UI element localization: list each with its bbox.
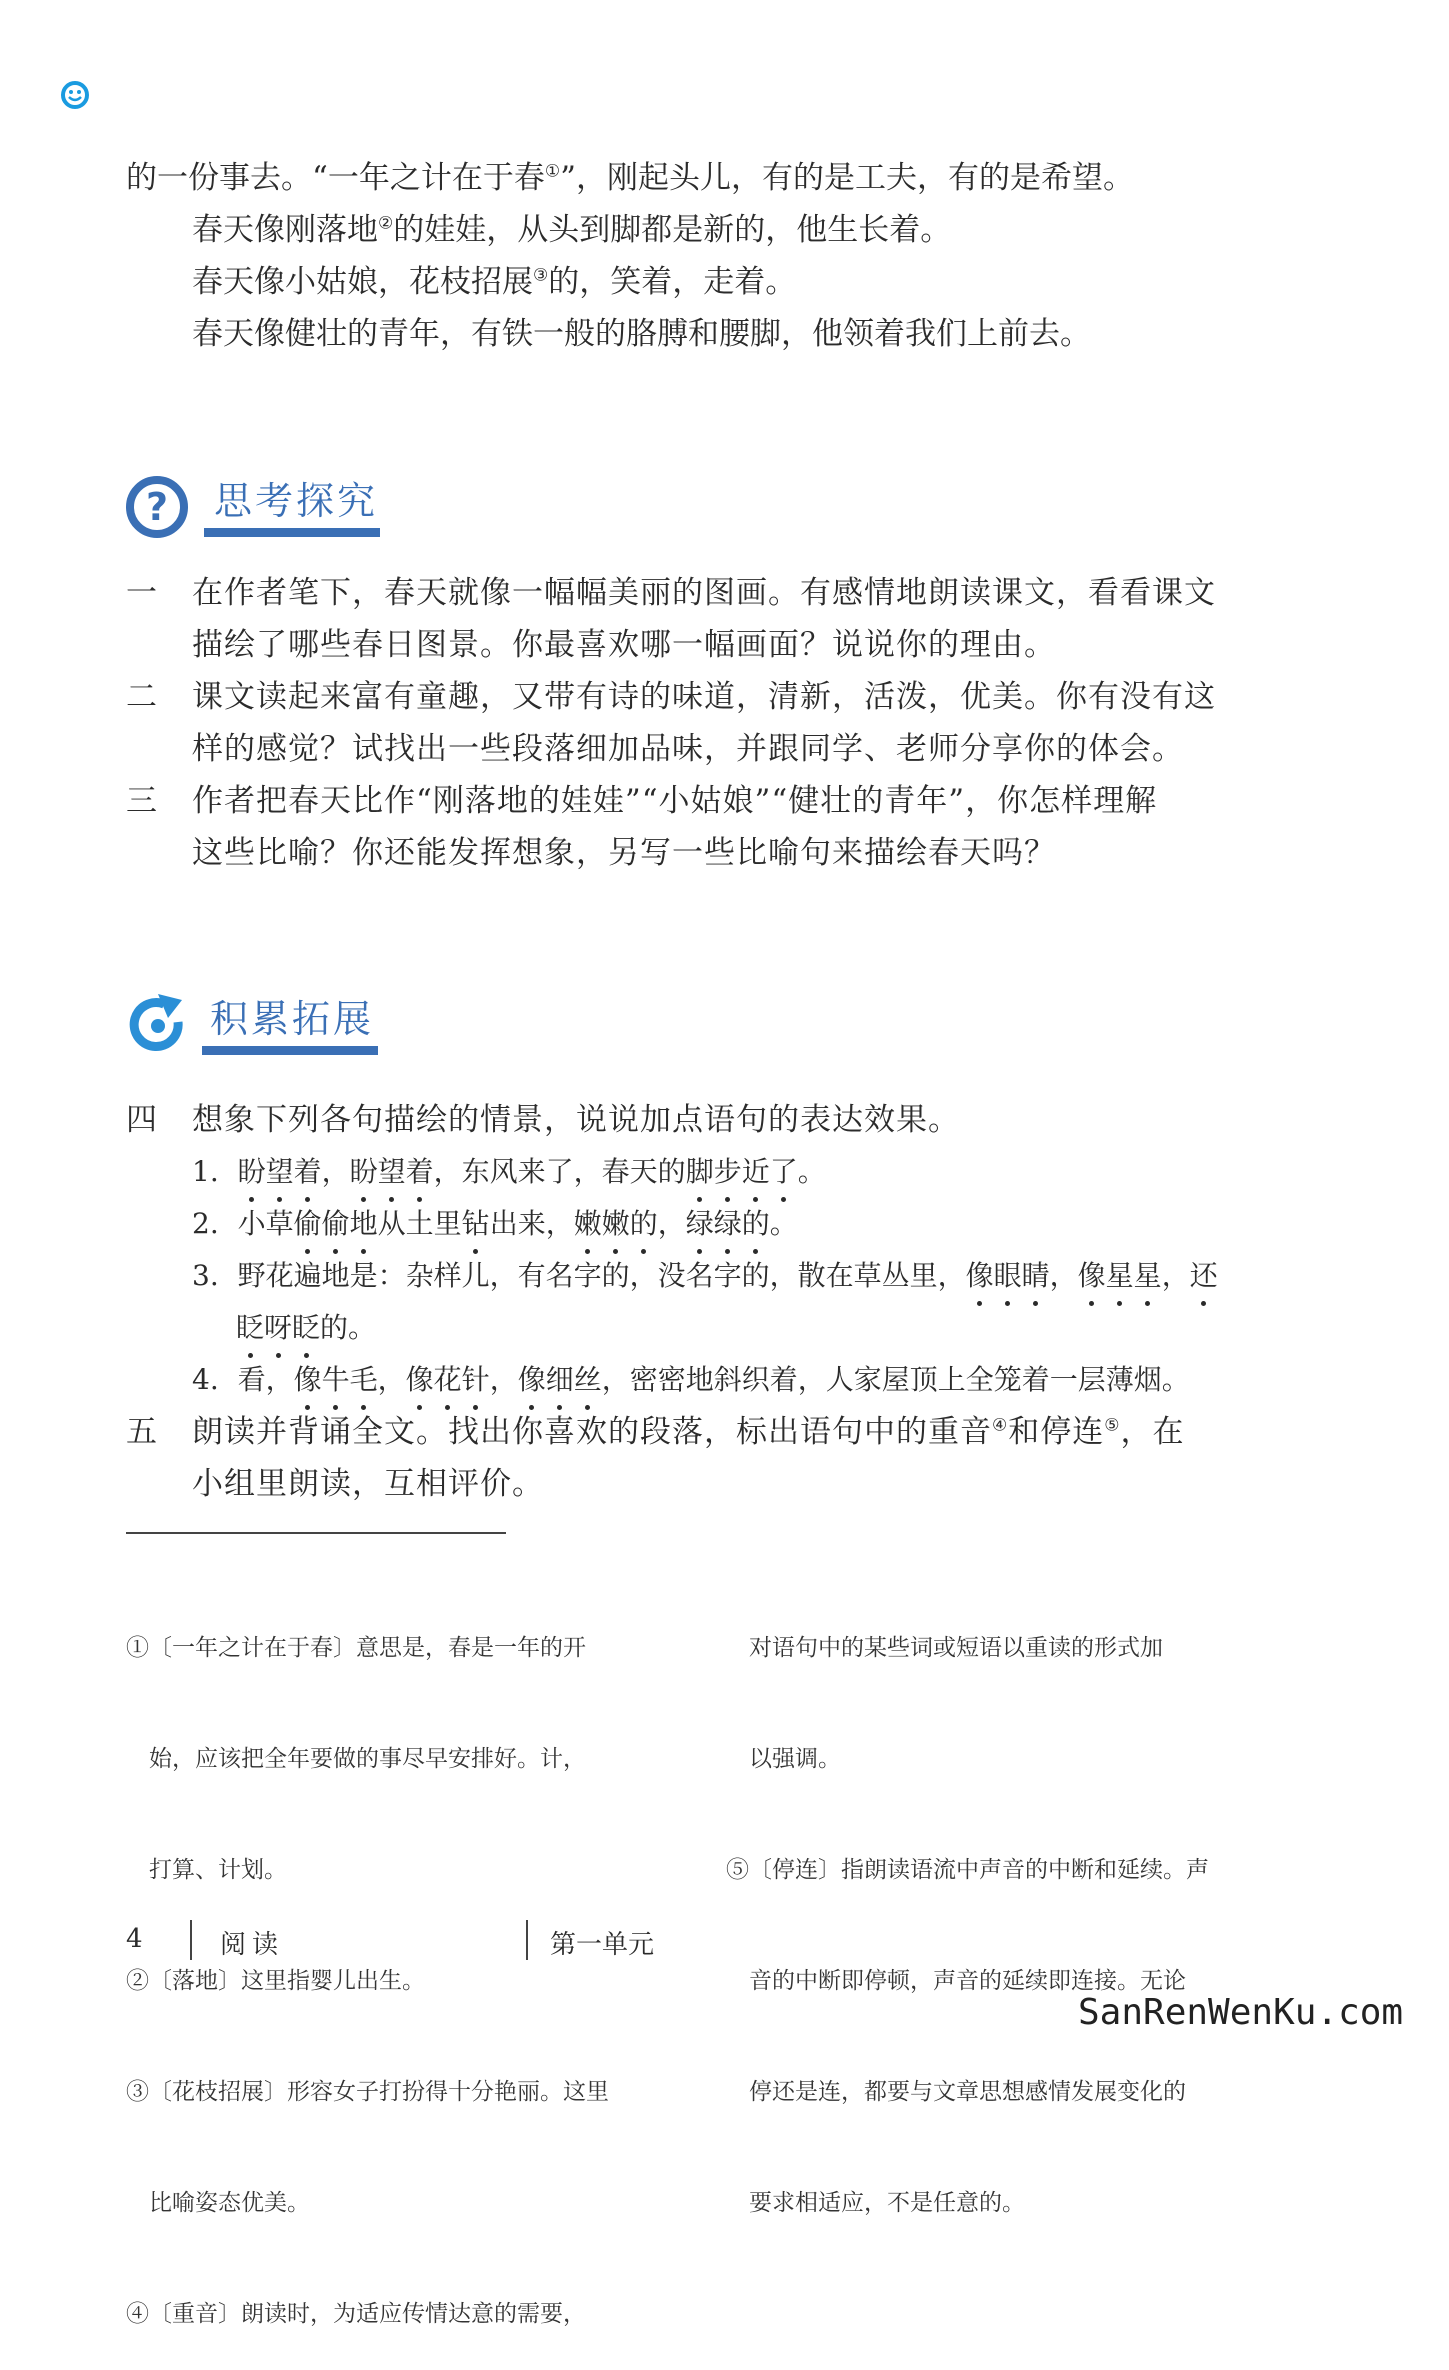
question-number: 二 [126,679,157,715]
emphasis-dot [977,1301,982,1306]
svg-text:?: ? [145,485,169,529]
question-item-3 [126,775,1276,879]
emphasized-phrase: 绿绿的 [686,1198,770,1250]
example-3: 3. 野花遍地是：杂样儿，有名字的，没名字的，散在草丛里，像眼睛 ，像星星 ，还 [192,1250,1218,1302]
emphasis-dot [1005,1301,1010,1306]
footnote-line: ①〔一年之计在于春〕意思是，春是一年的开 [126,1635,586,1661]
emphasis-dot [1117,1301,1122,1306]
footnote-line: ⑤〔停连〕指朗读语流中声音的中断和延续。声 [726,1857,1209,1883]
footnote-line: ④〔重音〕朗读时，为适应传情达意的需要， [126,2301,586,2327]
emphasized-phrase: 像星星 [1078,1250,1162,1302]
page-number: 4 [126,1924,143,1954]
question-text: 作者把春天比作“刚落地的娃娃”“小姑娘”“健壮的青年”，你怎样理解 [192,783,1158,819]
smiley-icon [60,80,90,110]
emphasized-phrase: 还 [1190,1250,1218,1302]
question-text: 这些比喻？你还能发挥想象，另写一些比喻句来描绘春天吗？ [192,835,1056,871]
question-list [126,567,1276,879]
footnote-line: 打算、计划。 [126,1857,287,1883]
example-1: 1. 盼望着 ，盼望着 ，东风来了，春天的脚步近了 。 [192,1146,826,1198]
emphasis-dot [1033,1301,1038,1306]
question-icon [124,474,190,540]
footnote-line: 始，应该把全年要做的事尽早安排好。计， [126,1746,586,1772]
passage-line-4: 春天像健壮的青年，有铁一般的胳膊和腰脚，他领着我们上前去。 [192,316,1091,352]
footnote-line: ②〔落地〕这里指婴儿出生。 [126,1968,425,1994]
section-title-underline [204,528,380,537]
emphasized-phrase: 偷偷地 [294,1198,378,1250]
passage-line-1: 的一份事去。“一年之计在于春①”，刚起头儿，有的是工夫，有的是希望。 [126,160,1134,196]
question-item-1 [126,567,1276,671]
question-text: 描绘了哪些春日图景。你最喜欢哪一幅画面？说说你的理由。 [192,627,1056,663]
watermark: SanRenWenKu.com [1078,1992,1404,2033]
section-title-underline [202,1046,378,1055]
question-5-text: 朗读并背诵全文。找出你喜欢的段落，标出语句中的重音④和停连⑤，在 [192,1414,1185,1450]
section-title-explore: 思考探究 [214,479,379,523]
emphasized-phrase: 嫩嫩的 [574,1198,658,1250]
emphasized-phrase: 眨呀眨 [236,1302,320,1354]
footer-unit: 第一单元 [550,1930,655,1960]
emphasized-phrase: 钻 [462,1198,490,1250]
footnote-line: ③〔花枝招展〕形容女子打扮得十分艳丽。这里 [126,2079,609,2105]
footnote-divider [126,1532,506,1534]
footer-section: 阅读 [220,1930,285,1960]
question-text: 在作者笔下，春天就像一幅幅美丽的图画。有感情地朗读课文，看看课文 [192,575,1216,611]
emphasized-phrase: 像细丝 [518,1354,602,1406]
emphasized-phrase: 像花针 [406,1354,490,1406]
refresh-arrow-icon [124,992,192,1060]
question-number: 四 [126,1102,157,1138]
emphasis-dot [1089,1301,1094,1306]
example-2: 2. 小草偷偷地 从土里钻 出来，嫩嫩的 ，绿绿的 。 [192,1198,798,1250]
footnote-line: 比喻姿态优美。 [126,2190,310,2216]
question-text: 课文读起来富有童趣，又带有诗的味道，清新，活泼，优美。你有没有这 [192,679,1216,715]
question-text: 样的感觉？试找出一些段落细加品味，并跟同学、老师分享你的体会。 [192,731,1184,767]
footnotes-right [726,1556,1209,2259]
passage-line-2: 春天像刚落地②的娃娃，从头到脚都是新的，他生长着。 [192,212,952,248]
emphasized-phrase: 像眼睛 [966,1250,1050,1302]
question-number: 五 [126,1414,157,1450]
section-title-accumulate: 积累拓展 [210,997,375,1041]
passage-line-3: 春天像小姑娘，花枝招展③的，笑着，走着。 [192,264,797,300]
question-number: 三 [126,783,157,819]
question-5-text-continued: 小组里朗读，互相评价。 [192,1466,544,1502]
footer-separator [190,1920,192,1960]
question-number: 一 [126,575,157,611]
footnote-line: 以强调。 [726,1746,841,1772]
emphasis-dot [1145,1301,1150,1306]
footnotes-left [126,1556,609,2370]
question-item-2 [126,671,1276,775]
emphasis-dot [1201,1301,1206,1306]
question-4-text: 想象下列各句描绘的情景，说说加点语句的表达效果。 [192,1102,960,1138]
footnote-line: 音的中断即停顿，声音的延续即连接。无论 [726,1968,1186,1994]
example-4: 4. 看，像牛毛 ，像花针 ，像细丝 ，密密地斜织着，人家屋顶上全笼着一层薄烟。 [192,1354,1190,1406]
emphasized-phrase: 盼望着 [350,1146,434,1198]
footnote-line: 对语句中的某些词或短语以重读的形式加 [726,1635,1163,1661]
example-3-continued: 眨呀眨 的。 [236,1302,376,1354]
emphasized-phrase: 盼望着 [238,1146,322,1198]
footnote-line: 要求相适应，不是任意的。 [726,2190,1025,2216]
footer-separator [526,1920,528,1960]
footnote-line: 停还是连，都要与文章思想感情发展变化的 [726,2079,1186,2105]
emphasized-phrase: 像牛毛 [294,1354,378,1406]
emphasized-phrase: 脚步近了 [686,1146,798,1198]
